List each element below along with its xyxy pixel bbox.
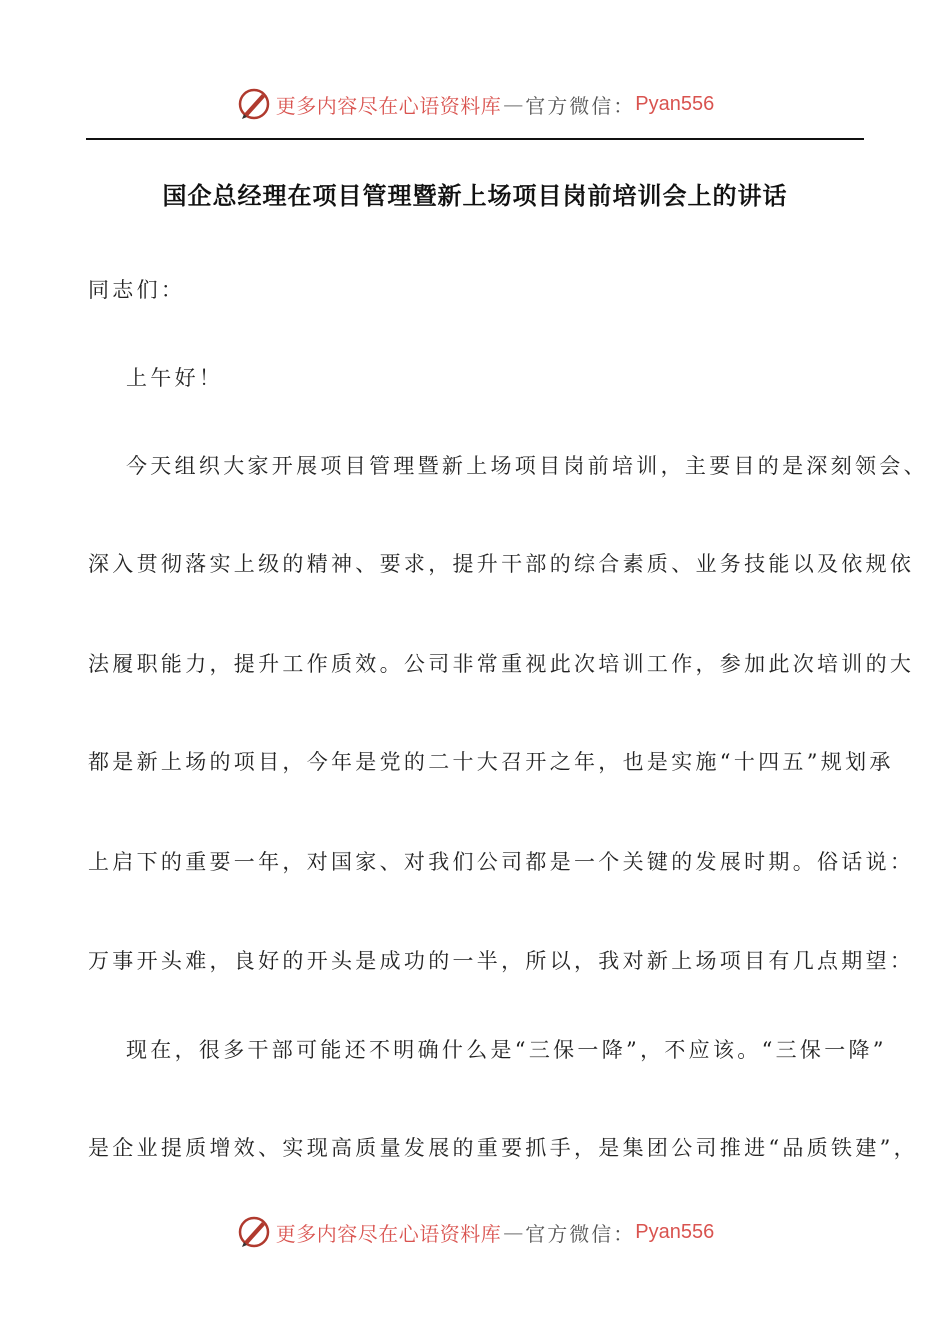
body-line-8: 是企业提质增效、实现高质量发展的重要抓手，是集团公司推进“品质铁建”，: [88, 1136, 918, 1160]
header-site-text: 更多内容尽在心语资料库: [275, 93, 502, 118]
footer-dash: —: [503, 1220, 524, 1244]
header-divider: [86, 138, 864, 140]
pen-logo-icon: [236, 86, 272, 122]
pen-logo-icon: [236, 1214, 272, 1250]
header-wechat-id: Pyan556: [635, 92, 715, 115]
body-line-6: 万事开头难，良好的开头是成功的一半，所以，我对新上场项目有几点期望：: [88, 949, 915, 973]
footer-site-text: 更多内容尽在心语资料库: [275, 1221, 502, 1246]
header-wechat-label: 官方微信：: [525, 93, 636, 118]
footer-wechat-id: Pyan556: [635, 1220, 715, 1243]
body-line-2: 深入贯彻落实上级的精神、要求，提升干部的综合素质、业务技能以及依规依: [88, 552, 915, 576]
document-title: 国企总经理在项目管理暨新上场项目岗前培训会上的讲话: [162, 182, 788, 210]
footer-wechat-label: 官方微信：: [525, 1221, 636, 1246]
header-dash: —: [503, 92, 524, 116]
body-line-4: 都是新上场的项目，今年是党的二十大召开之年，也是实施“十四五”规划承: [88, 750, 894, 774]
footer-banner: [0, 1212, 950, 1252]
body-line-5: 上启下的重要一年，对国家、对我们公司都是一个关键的发展时期。俗话说：: [88, 850, 915, 874]
body-line-7: 现在，很多干部可能还不明确什么是“三保一降”，不应该。“三保一降”: [126, 1038, 887, 1062]
body-line-3: 法履职能力，提升工作质效。公司非常重视此次培训工作，参加此次培训的大: [88, 652, 915, 676]
header-banner: [0, 84, 950, 124]
body-line-1: 今天组织大家开展项目管理暨新上场项目岗前培训，主要目的是深刻领会、: [126, 454, 928, 478]
greeting: 上午好！: [126, 366, 224, 390]
salutation: 同志们：: [88, 278, 186, 302]
